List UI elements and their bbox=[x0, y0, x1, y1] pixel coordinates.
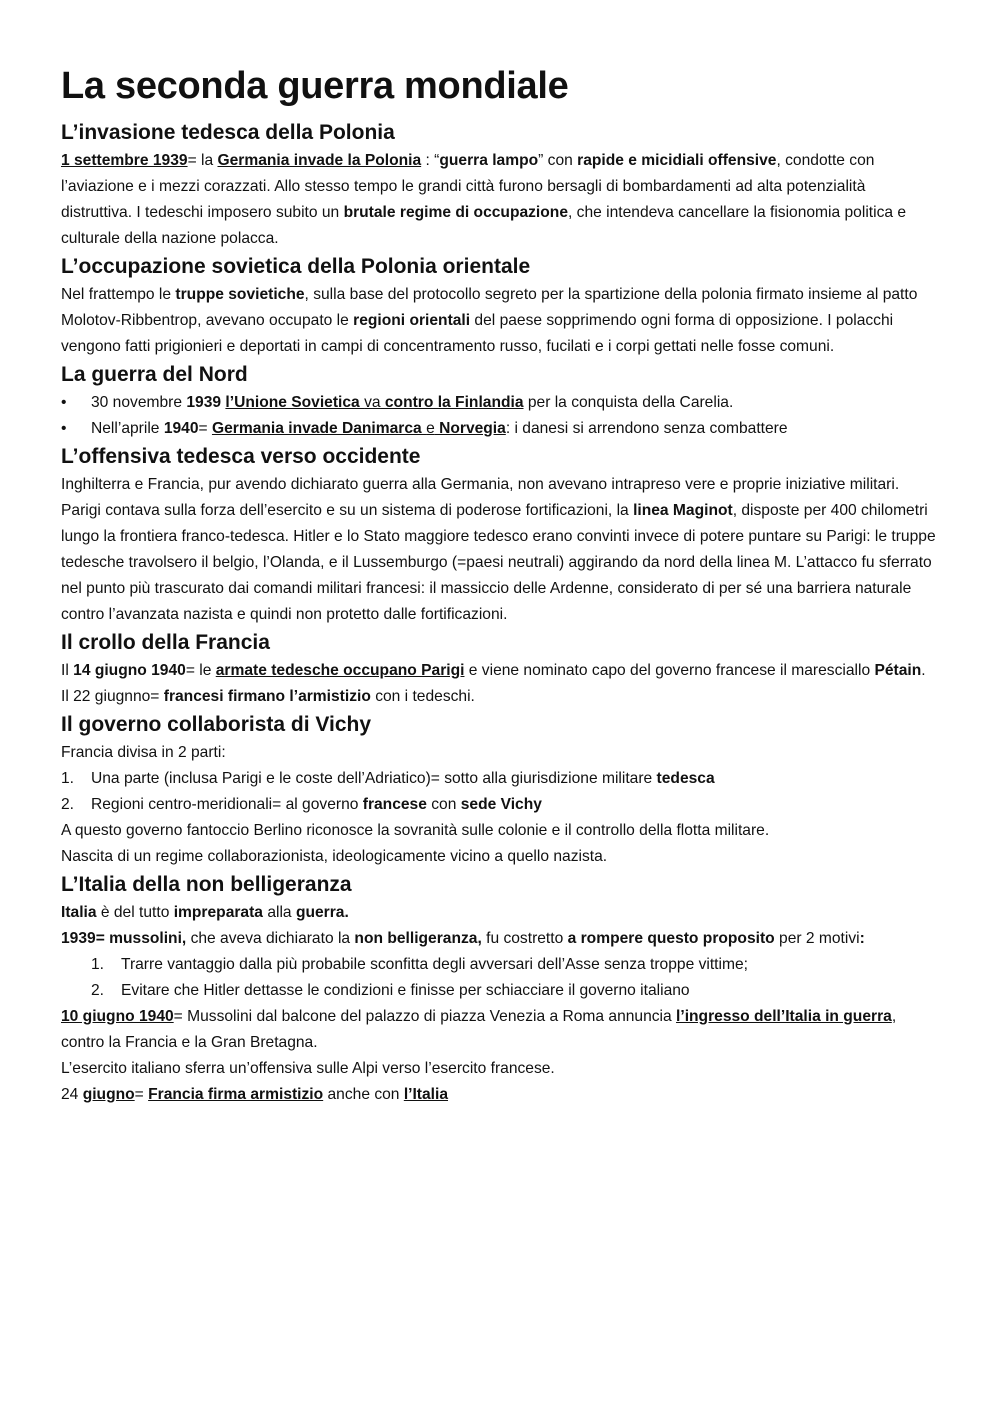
date-text: 10 giugno 1940 bbox=[61, 1008, 174, 1025]
emphasis-text: armate tedesche occupano Parigi bbox=[215, 662, 465, 679]
list-item bbox=[61, 792, 940, 818]
text-run: = le bbox=[185, 662, 216, 679]
emphasis-text: Pétain bbox=[874, 662, 922, 679]
text-run: che aveva dichiarato la bbox=[186, 930, 355, 947]
numbered-list bbox=[61, 766, 940, 818]
section-heading-offensiva: L’offensiva tedesca verso occidente bbox=[61, 445, 421, 468]
text-run: per 2 motivi bbox=[774, 930, 860, 947]
text-run: , contro la Francia e la Gran Bretagna. bbox=[61, 1008, 897, 1051]
emphasis-text: Italia bbox=[61, 904, 97, 921]
date-text: 1940 bbox=[163, 420, 199, 437]
date-text: 1 settembre 1939 bbox=[61, 152, 188, 169]
text-run: Evitare che Hitler dettasse le condizioni e finisse per schiacciare il governo italiano bbox=[121, 982, 690, 999]
emphasis-text: a rompere questo proposito bbox=[567, 930, 775, 947]
paragraph-vichy-1: A questo governo fantoccio Berlino riconosce la sovranità sulle colonie e il controllo della flotta militare. bbox=[61, 822, 770, 839]
text-run: , che intendeva cancellare la fisionomia politica e culturale della nazione polacca. bbox=[61, 204, 907, 247]
text-run: Trarre vantaggio dalla più probabile sconfitta degli avversari dell’Asse senza troppe vittime; bbox=[121, 956, 748, 973]
paragraph-crollo-1 bbox=[61, 658, 940, 684]
section-heading-occupazione-sovietica: L’occupazione sovietica della Polonia orientale bbox=[61, 255, 531, 278]
list-item bbox=[61, 390, 940, 416]
text-run: Inghilterra e Francia, pur avendo dichiarato guerra alla Germania, non avevano intrapreso vere e proprie iniziative militari. Parigi contava sulla forza dell’esercito e su un sistema di poderose fortificazioni, la bbox=[61, 476, 900, 519]
emphasis-text: Germania invade la Polonia bbox=[217, 152, 422, 169]
text-run: Nel frattempo le bbox=[61, 286, 176, 303]
text-run: per la conquista della Carelia. bbox=[523, 394, 734, 411]
text-run: : “ bbox=[421, 152, 440, 169]
emphasis-text: guerra. bbox=[295, 904, 349, 921]
emphasis-text: brutale regime di occupazione bbox=[343, 204, 568, 221]
text-run: ” con bbox=[538, 152, 578, 169]
text-run: = bbox=[134, 1086, 149, 1103]
emphasis-text: rapide e micidiali offensive bbox=[577, 152, 777, 169]
bullet-list bbox=[61, 390, 940, 442]
document-title: La seconda guerra mondiale bbox=[61, 65, 569, 107]
text-run: , condotte con l’aviazione e i mezzi corazzati. Allo stesso tempo le grandi città furono bersagli di bombardamenti ad alta potenzialità distruttiva. I tedeschi imposero subito un bbox=[61, 152, 875, 221]
date-text: 1939 bbox=[186, 394, 222, 411]
paragraph-italia-1 bbox=[61, 900, 940, 926]
emphasis-text: non belligeranza, bbox=[354, 930, 482, 947]
text-run: . bbox=[921, 662, 926, 679]
section-heading-crollo-francia: Il crollo della Francia bbox=[61, 631, 270, 654]
emphasis-text: tedesca bbox=[656, 770, 715, 787]
text-run: alla bbox=[262, 904, 296, 921]
text-run: anche con bbox=[323, 1086, 404, 1103]
emphasis-text: l’Unione Sovietica bbox=[225, 394, 365, 411]
text-run: fu costretto bbox=[481, 930, 568, 947]
text-run: , disposte per 400 chilometri lungo la frontiera franco-tedesca. Hitler e lo Stato maggiore tedesco erano convinti invece di potere puntare su Parigi: le truppe tedesche travolsero il belgio, l’Olanda, e il Lussemburgo (=paesi neutrali) aggirando da nord della linea M. L’attacco fu sferrato nel punto più trascurato dai comandi militari francesi: il massiccio delle Ardenne, considerato di per sé una barriera naturale contro l’avanzata nazista e quindi non protetto dalle fortificazioni. bbox=[61, 502, 936, 623]
numbered-list bbox=[61, 952, 940, 1004]
paragraph-italia-3 bbox=[61, 1004, 940, 1056]
text-run: Nell’aprile bbox=[91, 420, 164, 437]
text-run: 30 novembre bbox=[91, 394, 187, 411]
emphasis-text: truppe sovietiche bbox=[175, 286, 305, 303]
emphasis-text: guerra lampo bbox=[439, 152, 539, 169]
paragraph-italia-5 bbox=[61, 1082, 940, 1108]
text-run: : bbox=[859, 930, 865, 947]
emphasis-text: francesi firmano l’armistizio bbox=[163, 688, 371, 705]
paragraph-invasione bbox=[61, 148, 940, 252]
emphasis-text: impreparata bbox=[173, 904, 263, 921]
list-number: 1. bbox=[91, 956, 105, 973]
date-text: giugno bbox=[82, 1086, 135, 1103]
emphasis-text: 1939= mussolini, bbox=[61, 930, 187, 947]
emphasis-text: Norvegia bbox=[434, 420, 506, 437]
text-run: : i danesi si arrendono senza combattere bbox=[505, 420, 788, 437]
paragraph-italia-4: L’esercito italiano sferra un’offensiva sulle Alpi verso l’esercito francese. bbox=[61, 1060, 555, 1077]
list-number: 2. bbox=[91, 982, 105, 999]
text-run: = bbox=[198, 420, 212, 437]
section-heading-vichy: Il governo collaborista di Vichy bbox=[61, 713, 372, 736]
paragraph-italia-2 bbox=[61, 926, 940, 952]
text-run: con bbox=[426, 796, 461, 813]
text-run: , sulla base del protocollo segreto per la spartizione della polonia firmato insieme al patto Molotov-Ribbentrop, avevano occupato le bbox=[61, 286, 918, 329]
date-text: 14 giugno 1940 bbox=[73, 662, 186, 679]
text-run: = Mussolini dal balcone del palazzo di piazza Venezia a Roma annuncia bbox=[173, 1008, 677, 1025]
section-heading-guerra-nord: La guerra del Nord bbox=[61, 363, 248, 386]
paragraph-vichy-intro: Francia divisa in 2 parti: bbox=[61, 744, 226, 761]
emphasis-text: l’ingresso dell’Italia in guerra bbox=[676, 1008, 892, 1025]
text-run: Il 22 giugnno= bbox=[61, 688, 164, 705]
text-run: Il bbox=[61, 662, 74, 679]
text-run: è del tutto bbox=[96, 904, 174, 921]
text-run: Regioni centro-meridionali= al governo bbox=[91, 796, 363, 813]
section-heading-italia: L’Italia della non belligeranza bbox=[61, 873, 352, 896]
text-run: 24 bbox=[61, 1086, 83, 1103]
emphasis-text: Francia firma armistizio bbox=[148, 1086, 324, 1103]
emphasis-text: l’Italia bbox=[403, 1086, 449, 1103]
text-run: con i tedeschi. bbox=[370, 688, 475, 705]
text-run: e bbox=[426, 420, 435, 437]
list-number: 2. bbox=[61, 796, 75, 813]
list-item bbox=[61, 952, 940, 978]
text-run: del paese sopprimendo ogni forma di opposizione. I polacchi vengono fatti prigionieri e deportati in campi di concentramento russo, fucilati e i corpi gettati nelle fosse comuni. bbox=[61, 312, 894, 355]
text-run: = la bbox=[187, 152, 218, 169]
list-item bbox=[61, 978, 940, 1004]
emphasis-text: francese bbox=[362, 796, 427, 813]
section-heading-polonia: L’invasione tedesca della Polonia bbox=[61, 121, 395, 144]
emphasis-text: Germania invade Danimarca bbox=[211, 420, 427, 437]
text-run: e viene nominato capo del governo francese il maresciallo bbox=[464, 662, 875, 679]
paragraph-vichy-2: Nascita di un regime collaborazionista, ideologicamente vicino a quello nazista. bbox=[61, 848, 608, 865]
list-item bbox=[61, 766, 940, 792]
emphasis-text: linea Maginot bbox=[633, 502, 733, 519]
emphasis-text: sede Vichy bbox=[460, 796, 542, 813]
list-number: 1. bbox=[61, 770, 75, 787]
paragraph-crollo-2 bbox=[61, 684, 940, 710]
text-run: Una parte (inclusa Parigi e le coste dell’Adriatico)= sotto alla giurisdizione militare bbox=[91, 770, 657, 787]
emphasis-text: regioni orientali bbox=[353, 312, 471, 329]
text-run: va bbox=[364, 394, 381, 411]
paragraph-offensiva bbox=[61, 472, 940, 628]
list-item bbox=[61, 416, 940, 442]
paragraph-occupazione bbox=[61, 282, 940, 360]
emphasis-text: contro la Finlandia bbox=[380, 394, 524, 411]
